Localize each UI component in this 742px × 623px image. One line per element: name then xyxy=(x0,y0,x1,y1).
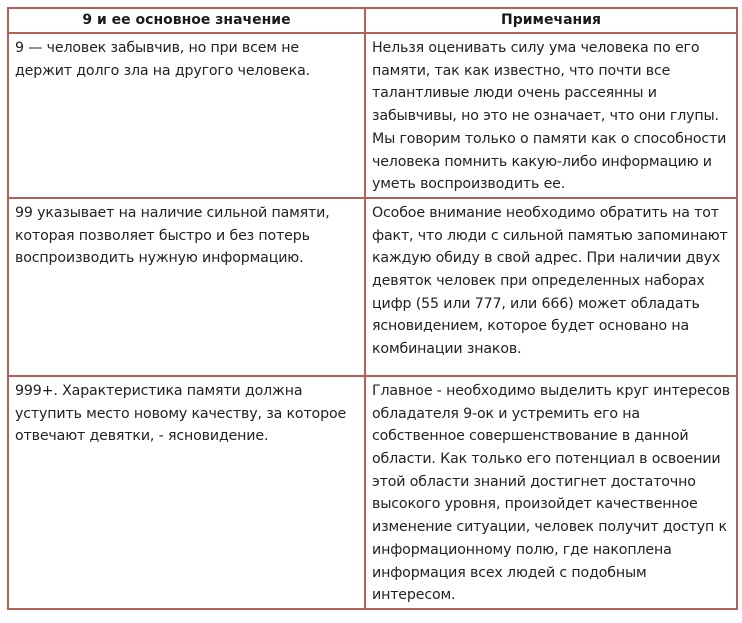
document-sheet xyxy=(7,7,736,606)
meaning-cell xyxy=(8,198,365,376)
table-row xyxy=(8,376,737,609)
meaning-text: 99 указывает на наличие сильной памяти, которая позволяет быстро и без потерь воспроизводить нужную информацию. xyxy=(15,204,330,267)
note-cell xyxy=(365,33,737,198)
meaning-text: 999+. Характеристика памяти должна уступить место новому качеству, за которое отвечают девятки, - ясновидение. xyxy=(15,382,347,445)
note-text: Нельзя оценивать силу ума человека по его памяти, так как известно, что почти все талантливые люди очень рассеянны и забывчивы, но это не означает, что они глупы. Мы говорим только о памяти как о способности человека помнить какую-либо информацию и уметь воспроизводить ее. xyxy=(372,40,727,193)
note-cell xyxy=(365,198,737,376)
meaning-text: 9 — человек забывчив, но при всем не держит долго зла на другого человека. xyxy=(15,40,310,79)
table-row xyxy=(8,198,737,376)
note-text: Особое внимание необходимо обратить на тот факт, что люди с сильной памятью запоминают каждую обиду в свой адрес. При наличии двух девяток человек при определенных наборах цифр (55 или 777, или 666) может обладать ясновидением, которое будет основано на комбинации знаков. xyxy=(372,204,728,358)
header-meaning: 9 и ее основное значение xyxy=(8,8,365,33)
table-row xyxy=(8,33,737,198)
numerology-nine-table xyxy=(7,7,738,610)
table-header-row xyxy=(8,8,737,33)
note-cell xyxy=(365,376,737,609)
meaning-cell xyxy=(8,33,365,198)
header-notes: Примечания xyxy=(365,8,737,33)
meaning-cell xyxy=(8,376,365,609)
note-text: Главное - необходимо выделить круг интересов обладателя 9-ок и устремить его на собственное совершенствование в данной области. Как только его потенциал в освоении этой области знаний достигнет достаточно высокого уровня, произойдет качественное изменение ситуации, человек получит доступ к информационному полю, где накоплена информация всех людей с подобным интересом. xyxy=(372,382,730,604)
